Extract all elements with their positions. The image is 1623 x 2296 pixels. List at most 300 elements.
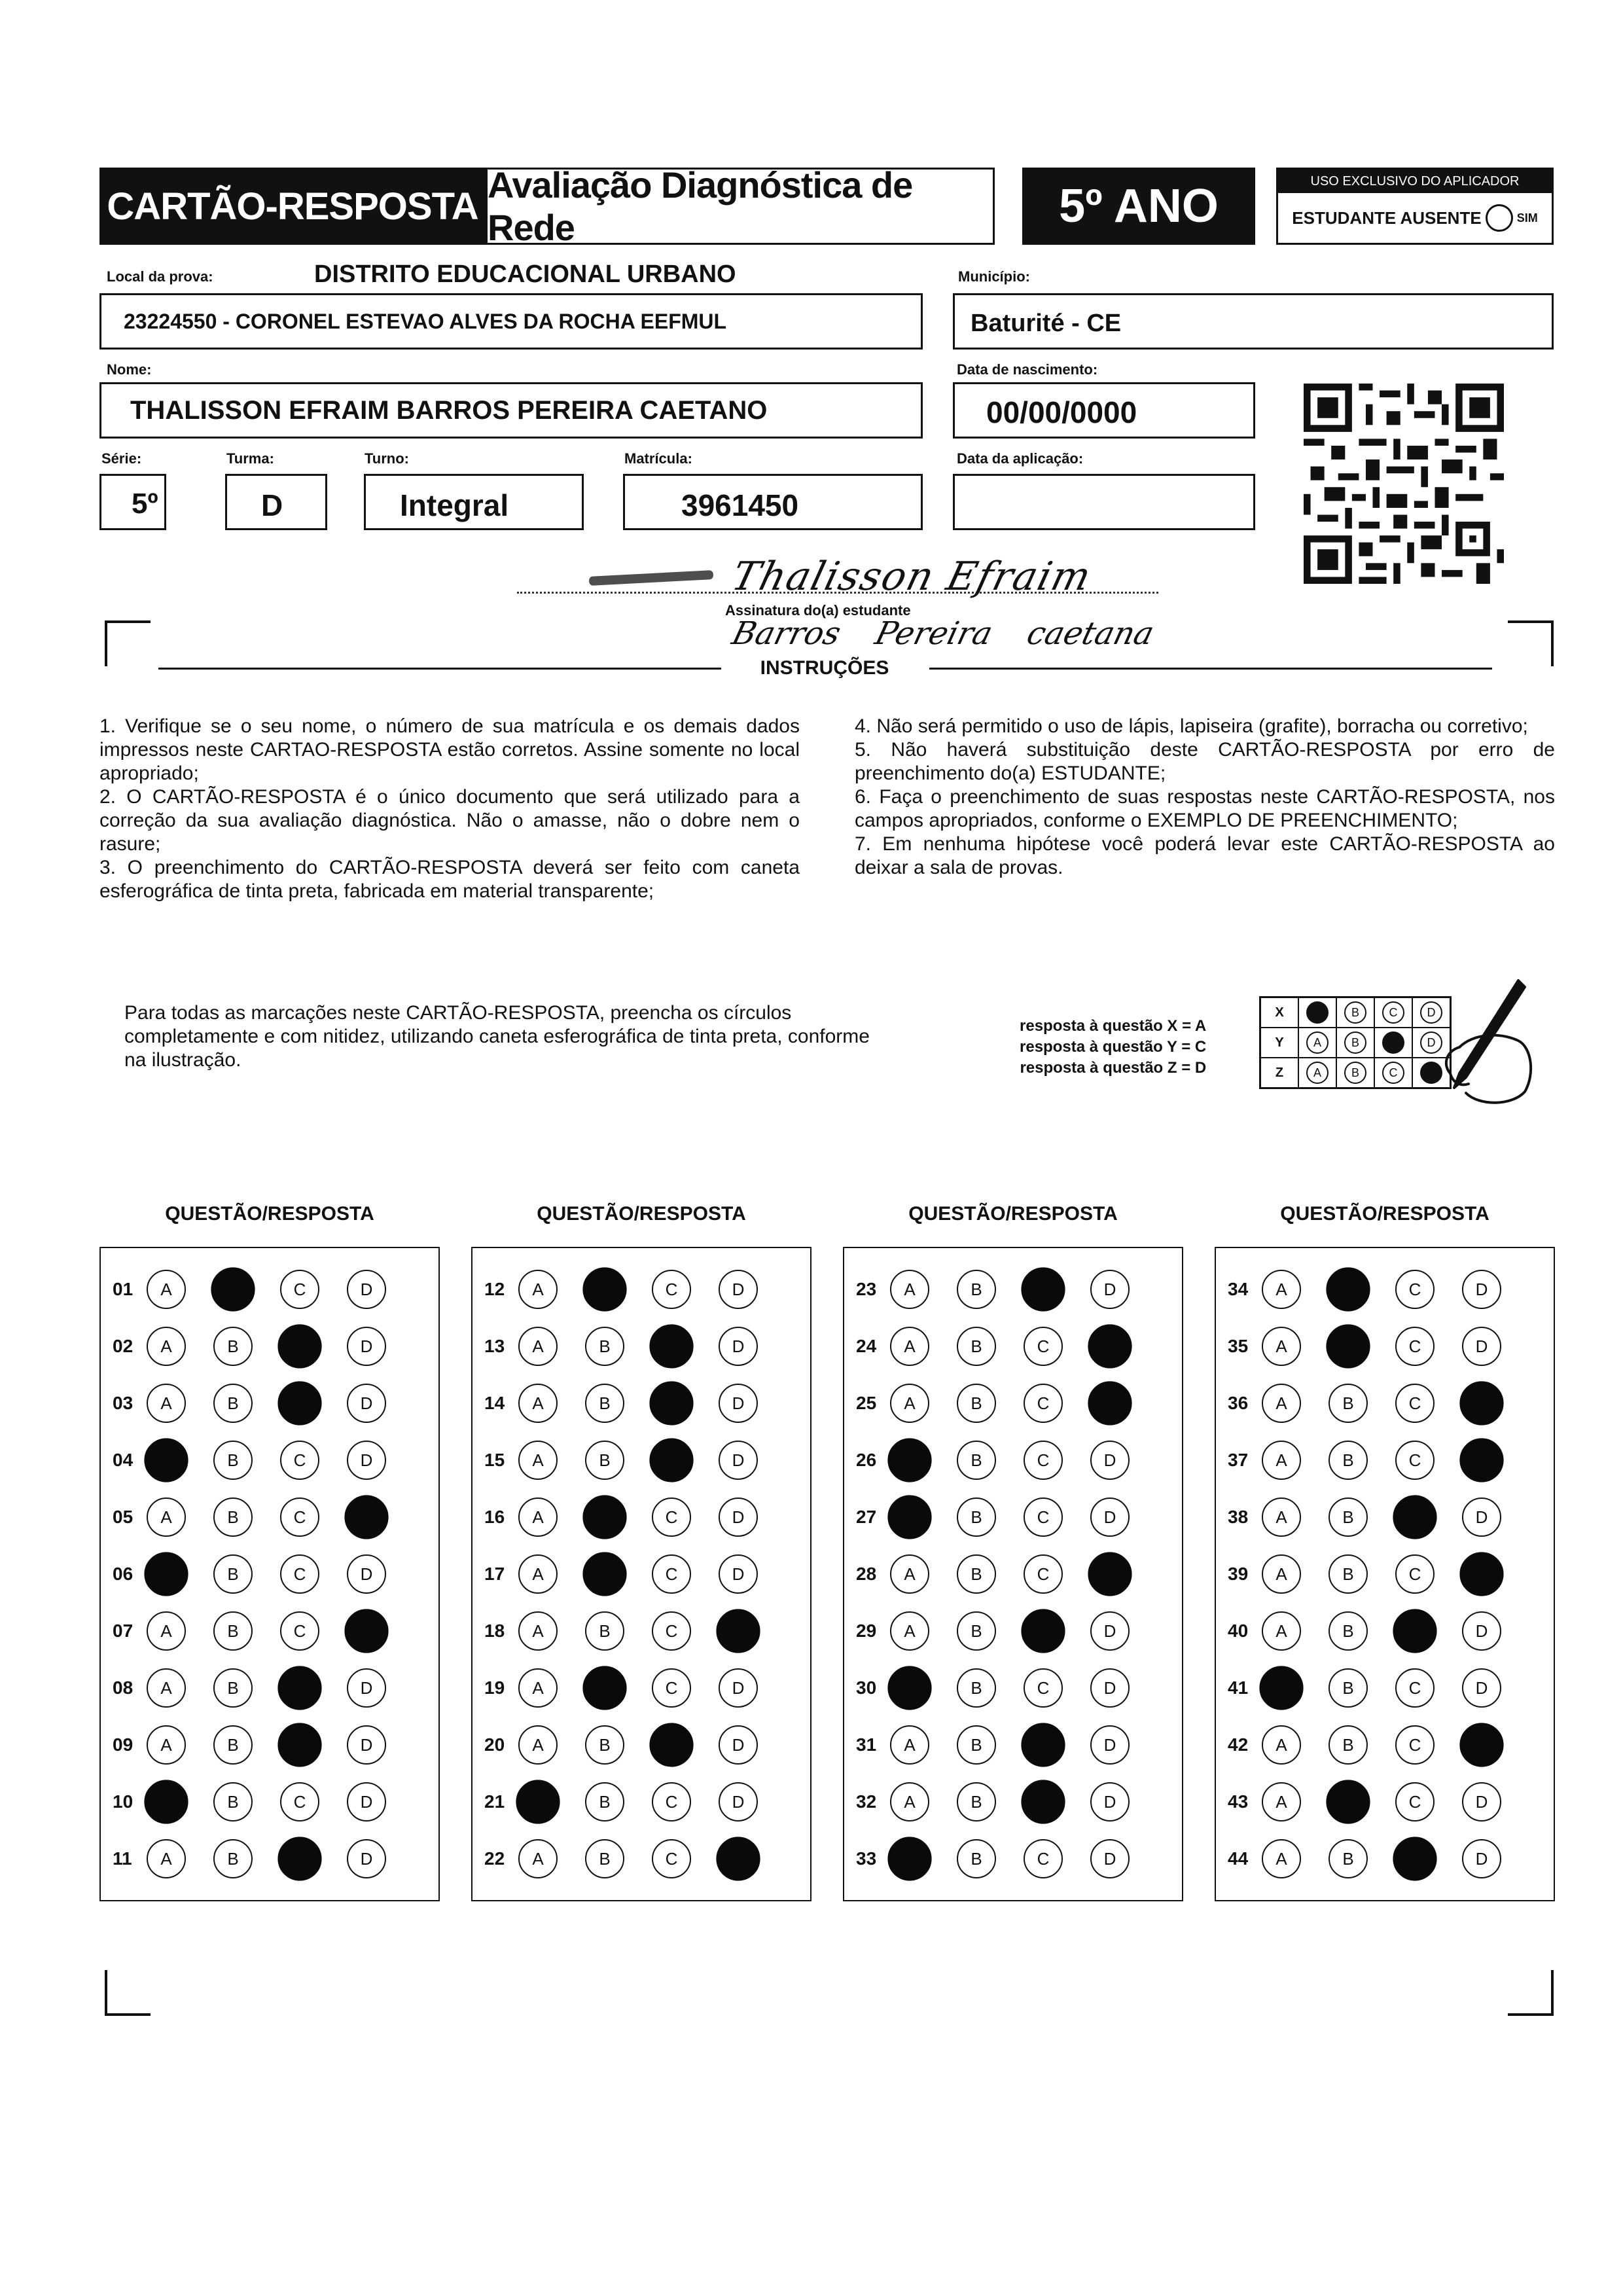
answer-bubble-a[interactable]: A [518, 1611, 558, 1651]
answer-bubble-d[interactable] [1459, 1723, 1503, 1767]
answer-bubble-c[interactable]: C [1395, 1554, 1435, 1594]
answer-bubble-c[interactable] [277, 1837, 321, 1880]
local-value: DISTRITO EDUCACIONAL URBANO [314, 260, 736, 288]
question-number: 23 [856, 1279, 877, 1299]
question-number: 06 [113, 1564, 134, 1584]
answer-bubble-b[interactable]: B [1329, 1554, 1368, 1594]
answer-bubble-a[interactable]: A [1262, 1441, 1301, 1480]
answer-bubble-a[interactable] [887, 1837, 931, 1880]
answer-bubble-b[interactable]: B [957, 1611, 996, 1651]
answer-row [1216, 1270, 1529, 1309]
answer-bubble-d[interactable]: D [1090, 1668, 1130, 1708]
answer-bubble-a[interactable]: A [890, 1782, 929, 1821]
answer-bubble-b[interactable]: B [213, 1611, 253, 1651]
answer-row [101, 1441, 414, 1480]
answer-bubble-c[interactable]: C [1024, 1668, 1063, 1708]
nascimento-label: Data de nascimento: [957, 361, 1098, 378]
answer-bubble-b[interactable]: B [1329, 1725, 1368, 1765]
answer-bubble-d[interactable]: D [1462, 1498, 1501, 1537]
answer-bubble-c[interactable] [1021, 1780, 1065, 1823]
answer-bubble-c[interactable]: C [652, 1668, 691, 1708]
answer-bubble-a[interactable]: A [890, 1384, 929, 1423]
answer-bubble-b[interactable]: B [1329, 1611, 1368, 1651]
answer-row [1216, 1441, 1529, 1480]
answer-bubble-a[interactable]: A [147, 1611, 186, 1651]
question-number: 35 [1228, 1336, 1249, 1356]
answer-bubble-a[interactable]: A [1262, 1839, 1301, 1878]
answer-row [1216, 1668, 1529, 1708]
example-bubble: B [1344, 1001, 1366, 1024]
answer-bubble-a[interactable]: A [1262, 1554, 1301, 1594]
answer-bubble-d[interactable] [1088, 1324, 1132, 1368]
answer-bubble-a[interactable] [144, 1552, 188, 1596]
question-number: 10 [113, 1791, 134, 1812]
answer-bubble-c[interactable] [1021, 1723, 1065, 1767]
answer-row [473, 1327, 785, 1366]
answer-bubble-b[interactable]: B [585, 1384, 624, 1423]
answer-bubble-a[interactable] [887, 1438, 931, 1482]
exclusive-use-label: USO EXCLUSIVO DO APLICADOR [1278, 170, 1552, 193]
answer-bubble-a[interactable]: A [518, 1498, 558, 1537]
answer-row [844, 1554, 1157, 1594]
answer-bubble-d[interactable] [1459, 1552, 1503, 1596]
answer-bubble-d[interactable]: D [1090, 1725, 1130, 1765]
answer-row [473, 1782, 785, 1821]
question-number: 39 [1228, 1564, 1249, 1584]
example-bubble: A [1306, 1062, 1329, 1084]
answer-bubble-d[interactable]: D [719, 1384, 758, 1423]
answer-row [844, 1782, 1157, 1821]
answer-bubble-a[interactable]: A [1262, 1327, 1301, 1366]
answer-row [473, 1384, 785, 1423]
header-bar [99, 164, 1255, 248]
question-number: 16 [484, 1507, 505, 1527]
question-number: 42 [1228, 1734, 1249, 1755]
answer-bubble-c[interactable]: C [1024, 1384, 1063, 1423]
answer-bubble-c[interactable]: C [280, 1441, 319, 1480]
absent-yes-label: SIM [1516, 211, 1538, 224]
answer-bubble-b[interactable]: B [957, 1782, 996, 1821]
answer-bubble-c[interactable]: C [280, 1554, 319, 1594]
answer-bubble-c[interactable]: C [280, 1782, 319, 1821]
answer-bubble-b[interactable]: B [957, 1441, 996, 1480]
exclusive-use-box [1276, 168, 1554, 245]
instructions-title: INSTRUÇÕES [760, 657, 889, 679]
answer-bubble-c[interactable]: C [1395, 1270, 1435, 1309]
column-title: QUESTÃO/RESPOSTA [1280, 1203, 1489, 1225]
answer-bubble-b[interactable]: B [1329, 1668, 1368, 1708]
instructions-right [855, 715, 1555, 880]
answer-bubble-d[interactable]: D [1090, 1441, 1130, 1480]
example-bubble: C [1382, 1001, 1404, 1024]
answer-bubble-c[interactable] [277, 1666, 321, 1710]
answer-bubble-b[interactable]: B [585, 1611, 624, 1651]
answer-bubble-a[interactable]: A [147, 1839, 186, 1878]
instruction-item: 1. Verifique se o seu nome, o número de sua matrícula e os demais dados impressos neste CARTAO-RESPOSTA estão corretos. Assine somente no local apropriado; [99, 715, 800, 784]
answer-bubble-a[interactable]: A [518, 1384, 558, 1423]
answer-bubble-b[interactable]: B [213, 1384, 253, 1423]
answer-bubble-c[interactable]: C [280, 1498, 319, 1537]
answer-row [101, 1554, 414, 1594]
answer-bubble-c[interactable]: C [1395, 1725, 1435, 1765]
answer-bubble-d[interactable]: D [719, 1554, 758, 1594]
answer-bubble-c[interactable]: C [652, 1839, 691, 1878]
answer-bubble-d[interactable]: D [1462, 1782, 1501, 1821]
answer-bubble-a[interactable]: A [890, 1327, 929, 1366]
answer-bubble-c[interactable] [1021, 1267, 1065, 1311]
answer-bubble-c[interactable] [1393, 1495, 1436, 1539]
answer-bubble-a[interactable] [1259, 1666, 1303, 1710]
answer-bubble-b[interactable]: B [213, 1839, 253, 1878]
answer-row [101, 1327, 414, 1366]
answer-bubble-d[interactable]: D [1090, 1270, 1130, 1309]
example-bubble: C [1382, 1062, 1404, 1084]
question-number: 36 [1228, 1393, 1249, 1413]
answer-bubble-c[interactable]: C [1024, 1327, 1063, 1366]
answer-row [844, 1725, 1157, 1765]
answer-bubble-d[interactable]: D [347, 1270, 386, 1309]
answer-bubble-d[interactable]: D [347, 1668, 386, 1708]
answer-bubble-b[interactable]: B [957, 1327, 996, 1366]
answer-bubble-d[interactable] [1088, 1552, 1132, 1596]
answer-bubble-b[interactable] [1326, 1324, 1370, 1368]
question-number: 40 [1228, 1621, 1249, 1641]
answer-bubble-b[interactable]: B [585, 1327, 624, 1366]
answer-bubble-d[interactable]: D [347, 1782, 386, 1821]
answer-bubble-c[interactable]: C [280, 1611, 319, 1651]
example-line-y: resposta à questão Y = C [1020, 1038, 1207, 1056]
question-number: 37 [1228, 1450, 1249, 1470]
answer-row [844, 1668, 1157, 1708]
absent-checkbox[interactable] [1486, 204, 1513, 232]
answer-bubble-a[interactable]: A [147, 1725, 186, 1765]
matricula-field [623, 474, 923, 530]
answer-row [844, 1384, 1157, 1423]
answer-bubble-c[interactable] [277, 1723, 321, 1767]
school-field [99, 293, 923, 350]
answer-bubble-d[interactable]: D [719, 1441, 758, 1480]
answer-bubble-b[interactable]: B [213, 1782, 253, 1821]
answer-bubble-b[interactable]: B [957, 1725, 996, 1765]
answer-bubble-b[interactable] [1326, 1267, 1370, 1311]
question-number: 24 [856, 1336, 877, 1356]
answer-bubble-c[interactable]: C [1024, 1839, 1063, 1878]
turma-value: D [261, 488, 283, 522]
answer-bubble-c[interactable] [1021, 1609, 1065, 1653]
answer-bubble-a[interactable]: A [518, 1725, 558, 1765]
aplicacao-field[interactable] [953, 474, 1255, 530]
turma-label: Turma: [226, 450, 274, 467]
answer-bubble-b[interactable] [211, 1267, 255, 1311]
example-row-label: Z [1260, 1058, 1299, 1088]
question-number: 11 [113, 1848, 132, 1869]
answer-bubble-a[interactable]: A [147, 1498, 186, 1537]
answer-row [1216, 1782, 1529, 1821]
question-number: 41 [1228, 1677, 1249, 1698]
instruction-item: 4. Não será permitido o uso de lápis, lapiseira (grafite), borracha ou corretivo; [855, 715, 1528, 737]
answer-bubble-a[interactable]: A [147, 1327, 186, 1366]
question-number: 31 [856, 1734, 877, 1755]
answer-row [844, 1611, 1157, 1651]
answer-bubble-a[interactable]: A [518, 1668, 558, 1708]
corner-mark-bottom-right [1508, 1970, 1554, 2016]
corner-mark-bottom-left [105, 1970, 151, 2016]
answer-row [473, 1498, 785, 1537]
question-number: 27 [856, 1507, 877, 1527]
answer-bubble-b[interactable]: B [585, 1725, 624, 1765]
answer-bubble-c[interactable] [277, 1324, 321, 1368]
answer-bubble-c[interactable]: C [1395, 1782, 1435, 1821]
answer-bubble-a[interactable] [887, 1495, 931, 1539]
question-number: 19 [484, 1677, 505, 1698]
answer-bubble-d[interactable]: D [347, 1725, 386, 1765]
answer-bubble-b[interactable]: B [1329, 1441, 1368, 1480]
answer-bubble-a[interactable] [516, 1780, 560, 1823]
answer-row [1216, 1611, 1529, 1651]
question-number: 44 [1228, 1848, 1249, 1869]
answer-bubble-b[interactable]: B [957, 1554, 996, 1594]
answer-bubble-d[interactable] [716, 1609, 760, 1653]
answer-row [473, 1611, 785, 1651]
qr-code [1304, 384, 1504, 584]
answer-bubble-d[interactable]: D [1462, 1839, 1501, 1878]
question-number: 32 [856, 1791, 877, 1812]
answer-bubble-a[interactable]: A [890, 1270, 929, 1309]
answer-bubble-c[interactable] [1393, 1609, 1436, 1653]
answer-bubble-c[interactable] [649, 1723, 693, 1767]
question-number: 25 [856, 1393, 877, 1413]
answer-row [844, 1498, 1157, 1537]
answer-bubble-b[interactable]: B [213, 1441, 253, 1480]
answer-bubble-b[interactable]: B [1329, 1498, 1368, 1537]
nome-value: THALISSON EFRAIM BARROS PEREIRA CAETANO [130, 396, 768, 425]
answer-bubble-c[interactable] [649, 1381, 693, 1425]
example-bubble: D [1420, 1001, 1442, 1024]
question-number: 04 [113, 1450, 134, 1470]
answer-bubble-b[interactable] [582, 1267, 626, 1311]
answer-bubble-c[interactable] [277, 1381, 321, 1425]
answer-bubble-b[interactable] [582, 1666, 626, 1710]
answer-row [473, 1839, 785, 1878]
question-number: 13 [484, 1336, 505, 1356]
turma-field [225, 474, 327, 530]
answer-row [1216, 1839, 1529, 1878]
answer-bubble-d[interactable]: D [1090, 1498, 1130, 1537]
nascimento-field [953, 382, 1255, 439]
answer-bubble-d[interactable]: D [1462, 1611, 1501, 1651]
example-bubble: B [1344, 1031, 1366, 1054]
answer-bubble-d[interactable]: D [1090, 1782, 1130, 1821]
answer-bubble-d[interactable]: D [719, 1782, 758, 1821]
answer-bubble-b[interactable]: B [213, 1668, 253, 1708]
answer-bubble-d[interactable]: D [719, 1498, 758, 1537]
question-number: 38 [1228, 1507, 1249, 1527]
instruction-item: 3. O preenchimento do CARTÃO-RESPOSTA deverá ser feito com caneta esferográfica de tinta preta, fabricada em material transparente; [99, 857, 800, 902]
answer-bubble-b[interactable] [582, 1552, 626, 1596]
answer-bubble-b[interactable]: B [585, 1441, 624, 1480]
answer-bubble-a[interactable]: A [518, 1441, 558, 1480]
answer-bubble-d[interactable]: D [719, 1270, 758, 1309]
answer-bubble-c[interactable] [1393, 1837, 1436, 1880]
answer-bubble-d[interactable]: D [719, 1668, 758, 1708]
answer-bubble-c[interactable]: C [1024, 1441, 1063, 1480]
answer-bubble-c[interactable]: C [1395, 1384, 1435, 1423]
answer-bubble-c[interactable]: C [652, 1611, 691, 1651]
answer-bubble-a[interactable]: A [890, 1554, 929, 1594]
question-number: 02 [113, 1336, 134, 1356]
turno-value: Integral [400, 488, 509, 522]
serie-value: 5º [132, 488, 158, 520]
answer-bubble-a[interactable]: A [1262, 1498, 1301, 1537]
answer-bubble-a[interactable]: A [518, 1839, 558, 1878]
answer-bubble-b[interactable]: B [957, 1270, 996, 1309]
answer-bubble-c[interactable]: C [1395, 1668, 1435, 1708]
answer-bubble-d[interactable]: D [1462, 1668, 1501, 1708]
question-number: 05 [113, 1507, 134, 1527]
answer-bubble-a[interactable]: A [1262, 1611, 1301, 1651]
municipio-label: Município: [958, 268, 1030, 285]
instruction-item: 6. Faça o preenchimento de suas respostas neste CARTÃO-RESPOSTA, nos campos apropriados, conforme o EXEMPLO DE PREENCHIMENTO; [855, 786, 1555, 831]
answer-bubble-b[interactable]: B [213, 1554, 253, 1594]
turno-label: Turno: [365, 450, 410, 467]
answer-bubble-d[interactable] [716, 1837, 760, 1880]
answer-bubble-a[interactable] [144, 1438, 188, 1482]
answer-bubble-a[interactable]: A [147, 1668, 186, 1708]
answer-bubble-d[interactable]: D [347, 1327, 386, 1366]
answer-bubble-d[interactable] [1459, 1381, 1503, 1425]
answer-row [1216, 1327, 1529, 1366]
example-row-label: Y [1260, 1028, 1299, 1058]
signature-label: Assinatura do(a) estudante [725, 602, 911, 619]
answer-bubble-a[interactable]: A [1262, 1270, 1301, 1309]
aplicacao-label: Data da aplicação: [957, 450, 1084, 467]
answer-bubble-a[interactable]: A [518, 1554, 558, 1594]
question-number: 07 [113, 1621, 134, 1641]
answer-bubble-d[interactable]: D [347, 1839, 386, 1878]
answer-bubble-c[interactable]: C [652, 1498, 691, 1537]
answer-bubble-d[interactable] [1459, 1438, 1503, 1482]
answer-row [1216, 1384, 1529, 1423]
answer-bubble-c[interactable]: C [652, 1554, 691, 1594]
question-number: 09 [113, 1734, 134, 1755]
answer-bubble-b[interactable]: B [585, 1782, 624, 1821]
answer-row [1216, 1725, 1529, 1765]
card-title: CARTÃO-RESPOSTA [99, 168, 486, 245]
student-signature-line2: Barros Pereira caetana [728, 615, 1158, 652]
answer-bubble-a[interactable]: A [890, 1611, 929, 1651]
answer-bubble-a[interactable]: A [147, 1270, 186, 1309]
answer-bubble-d[interactable] [344, 1495, 388, 1539]
nome-label: Nome: [107, 361, 152, 378]
answer-bubble-c[interactable]: C [1024, 1498, 1063, 1537]
question-number: 22 [484, 1848, 505, 1869]
turno-field [364, 474, 584, 530]
answer-bubble-d[interactable]: D [347, 1384, 386, 1423]
column-title: QUESTÃO/RESPOSTA [537, 1203, 746, 1225]
answer-row [101, 1725, 414, 1765]
example-bubble [1306, 1001, 1329, 1024]
answer-bubble-d[interactable]: D [719, 1327, 758, 1366]
corner-mark-top-left [105, 620, 151, 666]
answer-bubble-b[interactable]: B [957, 1668, 996, 1708]
answer-bubble-c[interactable]: C [652, 1270, 691, 1309]
example-line-z: resposta à questão Z = D [1020, 1059, 1207, 1077]
answer-bubble-b[interactable]: B [213, 1725, 253, 1765]
example-bubble: D [1420, 1031, 1442, 1054]
local-label: Local da prova: [107, 268, 213, 285]
answer-bubble-b[interactable]: B [1329, 1839, 1368, 1878]
answer-bubble-a[interactable]: A [1262, 1725, 1301, 1765]
answer-bubble-b[interactable]: B [213, 1498, 253, 1537]
question-number: 34 [1228, 1279, 1249, 1299]
answer-bubble-b[interactable]: B [957, 1498, 996, 1537]
answer-bubble-a[interactable]: A [147, 1384, 186, 1423]
answer-bubble-d[interactable]: D [1090, 1611, 1130, 1651]
answer-row [844, 1270, 1157, 1309]
question-number: 26 [856, 1450, 877, 1470]
answer-bubble-c[interactable]: C [280, 1270, 319, 1309]
answer-bubble-b[interactable]: B [1329, 1384, 1368, 1423]
answer-row [101, 1668, 414, 1708]
answer-row [473, 1270, 785, 1309]
answer-bubble-a[interactable]: A [890, 1725, 929, 1765]
answer-bubble-a[interactable]: A [1262, 1782, 1301, 1821]
answer-bubble-d[interactable]: D [1090, 1839, 1130, 1878]
answer-column [1215, 1247, 1555, 1901]
example-bubble [1382, 1031, 1404, 1054]
answer-bubble-c[interactable]: C [1395, 1327, 1435, 1366]
answer-bubble-b[interactable]: B [585, 1839, 624, 1878]
answer-bubble-b[interactable] [1326, 1780, 1370, 1823]
instruction-item: 2. O CARTÃO-RESPOSTA é o único documento que será utilizado para a correção da sua avaliação diagnóstica. Não o amasse, não o dobre nem o rasure; [99, 786, 800, 855]
column-title: QUESTÃO/RESPOSTA [908, 1203, 1118, 1225]
answer-row [844, 1839, 1157, 1878]
answer-bubble-d[interactable]: D [347, 1554, 386, 1594]
answer-bubble-d[interactable]: D [347, 1441, 386, 1480]
matricula-label: Matrícula: [624, 450, 692, 467]
answer-bubble-a[interactable] [144, 1780, 188, 1823]
answer-bubble-a[interactable]: A [1262, 1384, 1301, 1423]
nascimento-value: 00/00/0000 [986, 395, 1137, 429]
answer-bubble-d[interactable] [344, 1609, 388, 1653]
answer-bubble-c[interactable]: C [652, 1782, 691, 1821]
answer-bubble-a[interactable]: A [518, 1270, 558, 1309]
answer-bubble-c[interactable]: C [1395, 1441, 1435, 1480]
answer-bubble-b[interactable]: B [957, 1384, 996, 1423]
question-number: 21 [484, 1791, 505, 1812]
answer-bubble-d[interactable] [1088, 1381, 1132, 1425]
answer-bubble-c[interactable] [649, 1438, 693, 1482]
instructions-left [99, 715, 800, 903]
answer-bubble-b[interactable]: B [957, 1839, 996, 1878]
answer-bubble-b[interactable] [582, 1495, 626, 1539]
answer-column [99, 1247, 440, 1901]
example-legend [1020, 1016, 1206, 1079]
answer-bubble-d[interactable]: D [1462, 1327, 1501, 1366]
nome-field [99, 382, 923, 439]
question-number: 33 [856, 1848, 877, 1869]
answer-bubble-a[interactable] [887, 1666, 931, 1710]
absent-label: ESTUDANTE AUSENTE [1292, 207, 1482, 228]
answer-bubble-d[interactable]: D [719, 1725, 758, 1765]
municipio-field [953, 293, 1554, 350]
answer-bubble-c[interactable]: C [1024, 1554, 1063, 1594]
answer-bubble-c[interactable] [649, 1324, 693, 1368]
answer-bubble-b[interactable]: B [213, 1327, 253, 1366]
exam-subtitle: Avaliação Diagnóstica de Rede [486, 168, 995, 245]
answer-bubble-d[interactable]: D [1462, 1270, 1501, 1309]
answer-bubble-a[interactable]: A [518, 1327, 558, 1366]
